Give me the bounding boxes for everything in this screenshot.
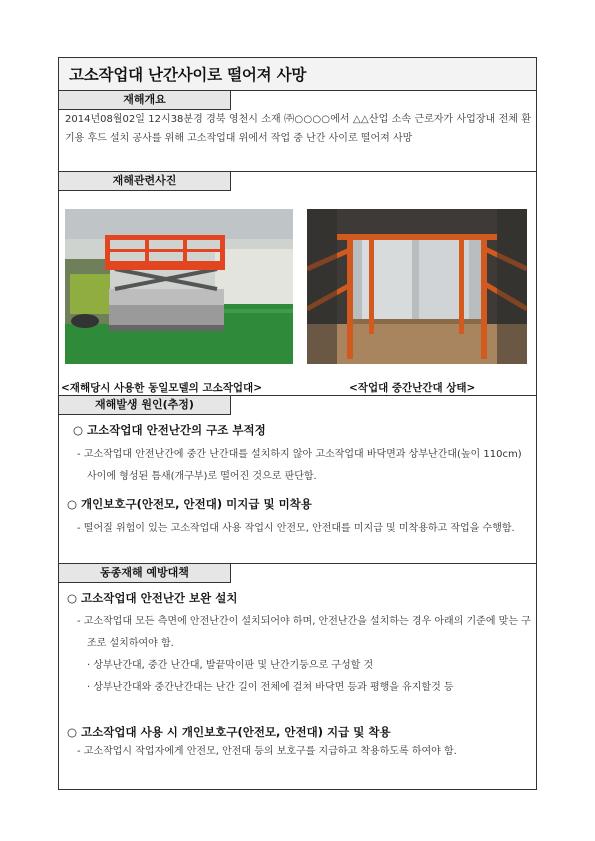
prevention-heading-1: ○ 고소작업대 안전난간 보완 설치 <box>67 591 238 605</box>
cause-heading-1: ○ 고소작업대 안전난간의 구조 부적정 <box>73 423 266 437</box>
accident-report-frame <box>58 57 537 790</box>
left-photo-caption: <재해당시 사용한 동일모델의 고소작업대> <box>61 382 262 394</box>
overview-tab: 재해개요 <box>59 91 231 110</box>
cause-text-2: - 떨어질 위험이 있는 고소작업대 사용 작업시 안전모, 안전대를 미지급 및 미착용하고 작업을 수행함. <box>77 523 515 534</box>
overview-text: 2014년08월02일 12시38분경 경북 영천시 소재 ㈜○○○○에서 △△산업 소속 근로자가 사업장내 전체 환기용 후드 설치 공사를 위해 고소작업대 위에서 작업 중 난간 사이로 떨어져 사망 <box>65 114 531 144</box>
prevention-sub-2: · 상부난간대와 중간난간대는 난간 길이 전체에 걸쳐 바닥면 등과 평행을 유지할것 등 <box>87 682 454 693</box>
report-title: 고소작업대 난간사이로 떨어져 사망 <box>69 66 307 84</box>
guardrail-image <box>307 209 527 364</box>
prevention-sub-1: · 상부난간대, 중간 난간대, 발끝막이판 및 난간기둥으로 구성할 것 <box>87 660 374 671</box>
prevention-tab: 동종재해 예방대책 <box>59 564 231 583</box>
photos-tab: 재해관련사진 <box>59 172 231 191</box>
guardrail-photo <box>307 209 527 364</box>
cause-heading-2: ○ 개인보호구(안전모, 안전대) 미지급 및 미착용 <box>67 497 312 511</box>
prevention-heading-2: ○ 고소작업대 사용 시 개인보호구(안전모, 안전대) 지급 및 착용 <box>67 725 391 739</box>
cause-text-1: - 고소작업대 안전난간에 중간 난간대를 설치하지 않아 고소작업대 바닥면과 상부난간대(높이 110cm) 사이에 형성된 틈새(개구부)로 떨어진 것으로 판단함. <box>77 449 522 482</box>
prevention-text-1: - 고소작업대 모든 측면에 안전난간이 설치되어야 하며, 안전난간을 설치하는 경우 아래의 기준에 맞는 구조로 설치하여야 함. <box>77 616 531 649</box>
cause-tab: 재해발생 원인(추정) <box>59 396 231 415</box>
right-photo-caption: <작업대 중간난간대 상태> <box>349 382 476 394</box>
prevention-text-2: - 고소작업시 작업자에게 안전모, 안전대 등의 보호구를 지급하고 착용하도록 하여야 함. <box>77 746 457 757</box>
scissor-lift-photo <box>65 209 293 364</box>
scissor-lift-image <box>65 209 293 364</box>
